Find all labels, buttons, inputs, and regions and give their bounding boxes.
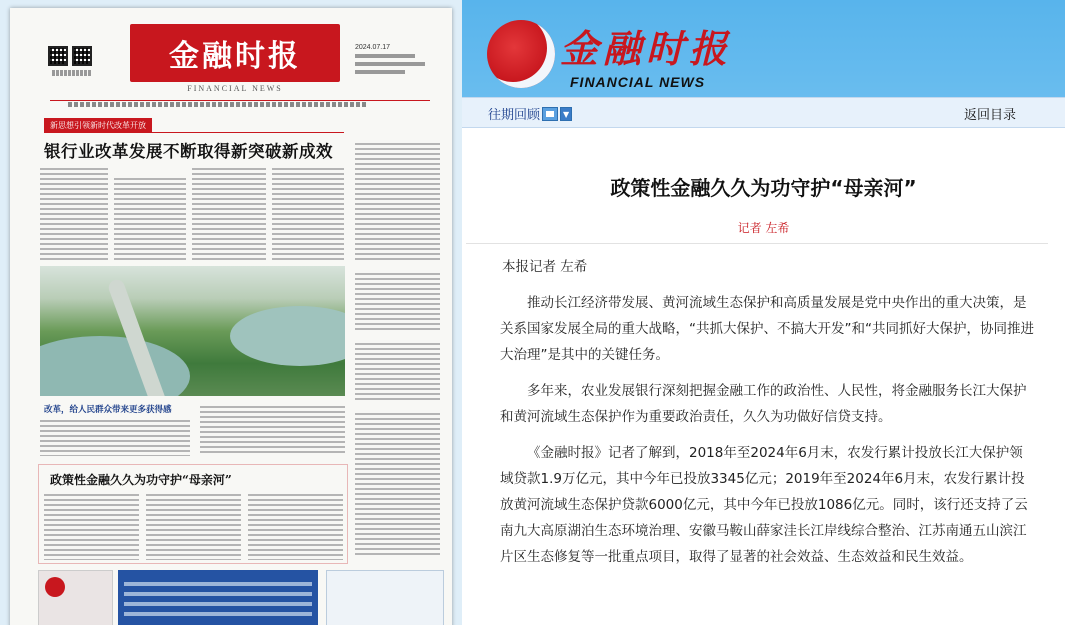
river-photo (40, 266, 345, 396)
site-logo: 金融时报 (560, 26, 733, 71)
ad-block (326, 570, 444, 625)
text-column (355, 143, 440, 263)
back-issues[interactable] (488, 104, 572, 123)
section-rule (44, 132, 344, 133)
article-headline-thumb[interactable]: 政策性金融久久为功守护“母亲河” (50, 473, 232, 487)
issue-date: 2024.07.17 (355, 44, 391, 51)
newspaper-page-pane (0, 0, 462, 625)
qr-code-icon (48, 46, 68, 66)
return-toc-link[interactable]: 返回目录 (964, 108, 1017, 123)
site-logo-en: FINANCIAL NEWS (570, 74, 706, 90)
article-byline: 记者 左希 (737, 221, 790, 235)
article-pane (462, 0, 1065, 625)
article-title: 政策性金融久久为功守护“母亲河” (610, 176, 917, 200)
text-column (192, 168, 266, 260)
qr-code-icon (72, 46, 92, 66)
calendar-icon[interactable] (542, 107, 558, 121)
text-column (248, 494, 343, 560)
text-column (272, 168, 344, 260)
paragraph: 《金融时报》记者了解到，2018年至2024年6月末，农发行累计投放长江大保护领域贷款1.9万亿元，其中今年已投放3345亿元；2019年至2024年6月末，农发行累计投放黄河流域生态保护贷款6000亿元，其中今年已投放1086亿元。同时，该行还支持了云南九大高原湖泊生态环境治理、安徽马鞍山薛家洼长江岸线综合整治、江苏南通五山滨江片区生态修复等一批重点项目，取得了显著的社会效益、生态效益和民生效益。 (500, 445, 1028, 565)
photo-caption: 改革，给人民群众带来更多获得感 (44, 405, 172, 415)
chevron-down-icon[interactable]: ▼ (560, 107, 572, 121)
toolbar (462, 97, 1065, 128)
text-column (114, 178, 186, 260)
text-column (40, 420, 190, 456)
paragraph: 多年来，农业发展银行深刻把握金融工作的政治性、人民性，将金融服务长江大保护和黄河流域生态保护作为重要政治责任，久久为功做好信贷支持。 (500, 383, 1027, 425)
logo-emblem-icon (487, 20, 555, 88)
text-column (44, 494, 139, 560)
text-column (146, 494, 241, 560)
ad-block (118, 570, 318, 625)
article-body (462, 128, 1065, 625)
newspaper-masthead: 金融时报 (130, 24, 340, 82)
qr-caption (52, 70, 92, 76)
masthead-meta (68, 102, 368, 107)
paragraph: 推动长江经济带发展、黄河流域生态保护和高质量发展是党中央作出的重大决策，是关系国家发展全局的重大战略，“共抓大保护、不搞大开发”和“共同抓好大保护，协同推进大治理”是其中的关键任务。 (500, 295, 1034, 363)
masthead-rule (50, 100, 430, 101)
lead-headline[interactable]: 银行业改革发展不断取得新突破新成效 (44, 142, 333, 161)
text-column (355, 413, 440, 558)
newspaper-masthead-en: FINANCIAL NEWS (187, 84, 283, 93)
site-header (462, 0, 1065, 97)
text-column (355, 343, 440, 403)
ad-block (38, 570, 113, 625)
text-column (355, 273, 440, 333)
article-text (500, 254, 1036, 580)
paragraph: 本报记者 左希 (502, 259, 588, 275)
text-column (200, 406, 345, 456)
text-column (40, 168, 108, 260)
newspaper-page-image[interactable] (10, 8, 452, 625)
masthead-ear (355, 44, 435, 78)
back-issues-label[interactable]: 往期回顾 (488, 108, 541, 123)
divider (466, 243, 1048, 244)
section-tag: 新思想引领新时代改革开放 (44, 118, 152, 133)
